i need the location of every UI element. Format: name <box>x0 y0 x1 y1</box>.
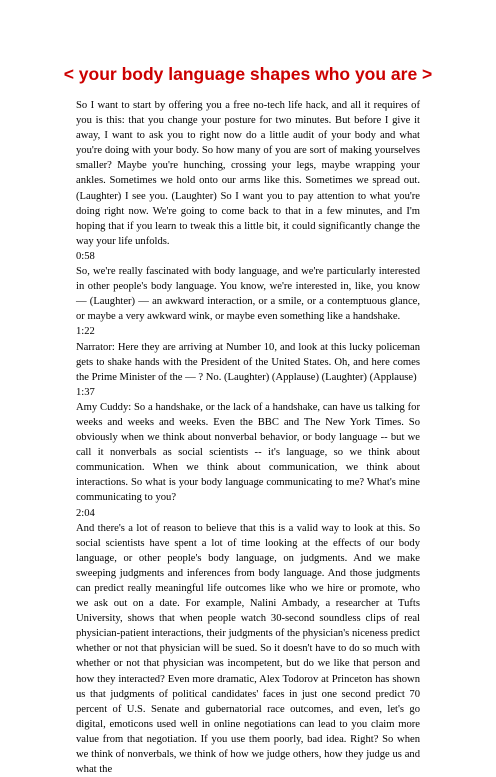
transcript-paragraph: So I want to start by offering you a free no-tech life hack, and all it requires of you is this: that you change your posture for two minutes. But before I give it away, I want to ask you to right now do a little audit of your body and what you're doing with your body. So how many of you are sort of making yourselves smaller? Maybe you're hunching, crossing your legs, maybe wrapping your ankles. Sometimes we hold onto our arms like this. Sometimes we spread out. (Laughter) I see you. (Laughter) So I want you to pay attention to what you're doing right now. We're going to come back to that in a few minutes, and I'm hoping that if you learn to tweak this a little bit, it could significantly change the way your life unfolds. <box>76 100 420 247</box>
transcript-paragraph: Narrator: Here they are arriving at Number 10, and look at this lucky policeman gets to shake hands with the President of the United States. Oh, and here comes the Prime Minister of the — ? No. (Laughter) (Applause) (Laughter) (Applause) <box>76 341 420 383</box>
transcript-paragraph: So, we're really fascinated with body language, and we're particularly interested in other people's body language. You know, we're interested in, like, you know — (Laughter) — an awkward interaction, or a smile, or a contemptuous glance, or maybe a very awkward wink, or maybe even something like a handshake. <box>76 266 420 323</box>
transcript-paragraph: Amy Cuddy: So a handshake, or the lack of a handshake, can have us talking for weeks and weeks and weeks. Even the BBC and The New York Times. So obviously when we think about nonverbal behavior, or body language -- but we call it nonverbals as social scientists -- it's language, so we think about communication. When we think about communication, we think about interactions. So what is your body language communicating to me? What's mine communicating to you? <box>76 401 420 504</box>
transcript-body <box>76 98 420 777</box>
timestamp: 1:37 <box>76 386 95 398</box>
timestamp: 0:58 <box>76 250 95 262</box>
transcript-paragraph: And there's a lot of reason to believe that this is a valid way to look at this. So social scientists have spent a lot of time looking at the effects of our body language, or other people's body language, on judgments. And we make sweeping judgments and inferences from body language. And those judgments can predict really meaningful life outcomes like who we hire or promote, who we ask out on a date. For example, Nalini Ambady, a researcher at Tufts University, shows that when people watch 30-second soundless clips of real physician-patient interactions, their judgments of the physician's niceness predict whether or not that physician will be sued. So it doesn't have to do so much with whether or not that physician was incompetent, but do we like that person and how they interacted? Even more dramatic, Alex Todorov at Princeton has shown us that judgments of political candidates' faces in just one second predict 70 percent of U.S. Senate and gubernatorial race outcomes, and even, let's go digital, emoticons used well in online negotiations can lead to you claim more value from that negotiation. If you use them poorly, bad idea. Right? So when we think of nonverbals, we think of how we judge others, how they judge us and what the <box>76 522 420 776</box>
page-title: < your body language shapes who you are > <box>63 64 433 84</box>
timestamp: 1:22 <box>76 326 95 338</box>
timestamp: 2:04 <box>76 507 95 519</box>
